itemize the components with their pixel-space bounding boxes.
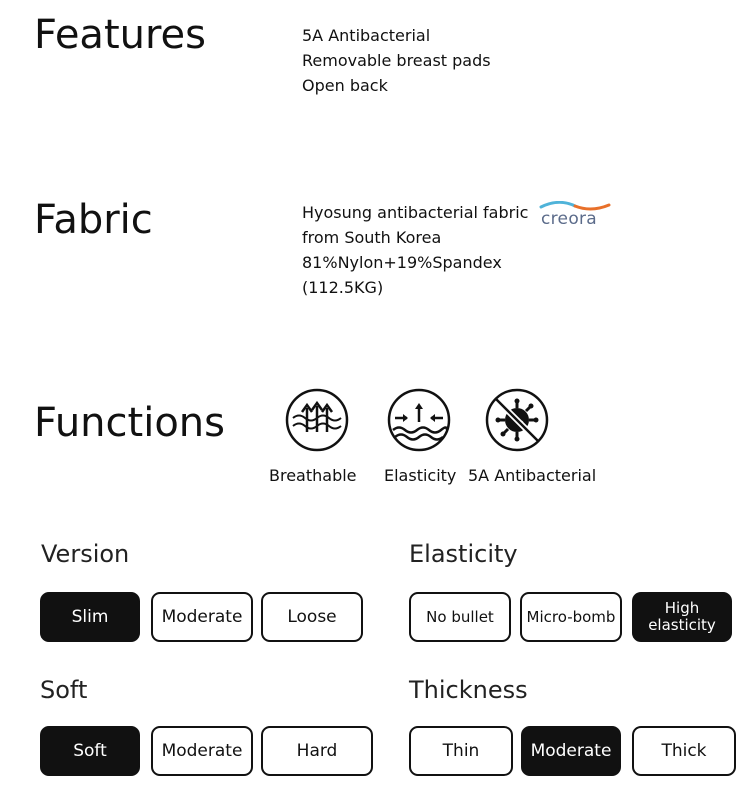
feature-item: Open back [302,76,388,95]
elasticity-option-high-elasticity[interactable]: High elasticity [632,592,732,642]
fabric-line: Hyosung antibacterial fabric [302,203,529,222]
elasticity-heading: Elasticity [409,540,518,568]
function-label-breathable: Breathable [269,466,357,485]
version-option-slim[interactable]: Slim [40,592,140,642]
features-heading: Features [34,12,206,58]
soft-option-hard[interactable]: Hard [261,726,373,776]
breathable-icon [285,388,349,452]
version-option-moderate[interactable]: Moderate [151,592,253,642]
thickness-option-thin[interactable]: Thin [409,726,513,776]
fabric-line: from South Korea [302,228,442,247]
feature-item: Removable breast pads [302,51,491,70]
thickness-option-thick[interactable]: Thick [632,726,736,776]
elasticity-option-no-bullet[interactable]: No bullet [409,592,511,642]
creora-logo-text: creora [541,209,598,229]
function-label-antibacterial: 5A Antibacterial [468,466,597,485]
soft-heading: Soft [40,676,88,704]
features-list [302,23,491,98]
functions-heading: Functions [34,400,225,446]
elasticity-option-micro-bomb[interactable]: Micro-bomb [520,592,622,642]
thickness-heading: Thickness [409,676,528,704]
soft-option-soft[interactable]: Soft [40,726,140,776]
fabric-line: (112.5KG) [302,278,384,297]
fabric-line: 81%Nylon+19%Spandex [302,253,502,272]
elasticity-icon [387,388,451,452]
function-label-elasticity: Elasticity [384,466,457,485]
soft-option-moderate[interactable]: Moderate [151,726,253,776]
feature-item: 5A Antibacterial [302,26,431,45]
fabric-description [302,200,528,300]
creora-logo [539,201,611,229]
fabric-heading: Fabric [34,197,153,243]
thickness-option-moderate[interactable]: Moderate [521,726,621,776]
version-heading: Version [41,540,130,568]
version-option-loose[interactable]: Loose [261,592,363,642]
antibacterial-icon [485,388,549,452]
